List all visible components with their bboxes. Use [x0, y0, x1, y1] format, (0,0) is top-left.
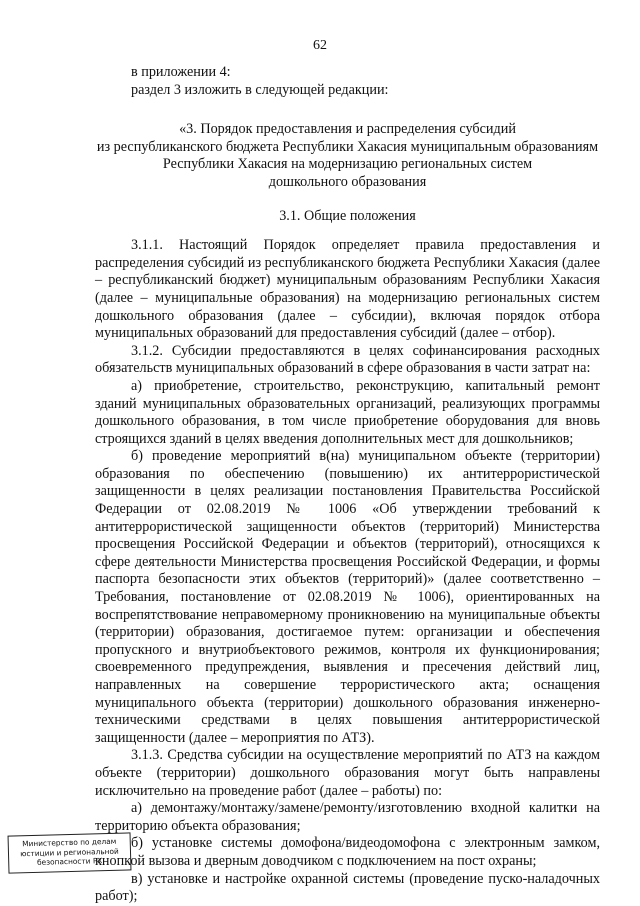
paragraph-3-1-3-a: а) демонтажу/монтажу/замене/ремонту/изготовлению входной калитки на территорию объекта образования;: [95, 800, 600, 834]
intro-line-2: раздел 3 изложить в следующей редакции:: [131, 81, 389, 98]
stamp-line-3: безопасности РХ: [36, 856, 103, 867]
paragraph-3-1-2-b: б) проведение мероприятий в(на) муниципальном объекте (территории) образования по обеспечению (повышению) их антитеррористической защищенности в целях реализации постановления Правительства Российской Федерации от 02.08.2019 № 1006 «Об утверждении требований к антитеррористической защищенности объектов (территорий) Министерства просвещения Российской Федерации и объектов (территорий), относящихся к сфере деятельности Министерства просвещения Российской Федерации, и формы паспорта безопасности этих объектов (территорий)» (далее соответственно – Требования, постановление от 02.08.2019 № 1006), ориентированных на воспрепятствование неправомерному проникновению на муниципальные объекты (территории) образования, достигаемое путем: организации и обеспечения пропускного и внутриобъектового режимов, контроля их функционирования; своевременного предупреждения, выявления и пресечения действий лиц, направленных на совершение террористического акта; оснащения муниципального объекта (территории) дошкольного образования инженерно-техническими средствами в целях повышения антитеррористической защищенности (далее – мероприятия по АТЗ).: [95, 448, 600, 746]
section-heading-line-2: из республиканского бюджета Республики Хакасия муниципальным образованиям: [96, 138, 599, 155]
paragraph-3-1-1: 3.1.1. Настоящий Порядок определяет правила предоставления и распределения субсидий из республиканского бюджета Республики Хакасия (далее – республиканский бюджет) муниципальным образованиям Республики Хакасия (далее – муниципальные образования) на модернизацию региональных систем дошкольного образования (далее – субсидии), включая порядок отбора муниципальных образований для предоставления субсидий (далее – отбор).: [95, 237, 600, 342]
section-heading-line-1: «3. Порядок предоставления и распределения субсидий: [179, 121, 516, 138]
paragraph-3-1-3-c: в) установке и настройке охранной системы (проведение пуско-наладочных работ);: [95, 870, 600, 905]
paragraph-3-1-2-a: а) приобретение, строительство, реконструкцию, капитальный ремонт зданий муниципальных образовательных организаций, реализующих программы дошкольного образования, в том числе приобретение оборудования для вновь строящихся зданий в целях введения дополнительных мест для дошкольников;: [95, 377, 600, 447]
stamp-line-2: юстиции и региональной: [20, 846, 119, 858]
subsection-heading: 3.1. Общие положения: [279, 207, 416, 224]
intro-line-1: в приложении 4:: [131, 64, 231, 80]
page-number: 62: [313, 38, 327, 53]
section-heading-line-4: дошкольного образования: [268, 173, 427, 190]
section-heading-line-3: Республики Хакасия на модернизацию региональных систем: [162, 156, 533, 173]
paragraph-3-1-3: 3.1.3. Средства субсидии на осуществление мероприятий по АТЗ на каждом объекте (территории) дошкольного образования могут быть направлены исключительно на проведение работ (далее – работы) по:: [95, 747, 600, 799]
stamp-line-1: Министерство по делам: [22, 836, 117, 849]
ministry-stamp: [8, 832, 132, 873]
paragraph-3-1-3-b: б) установке системы домофона/видеодомофона с электронным замком, кнопкой вызова и дверным доводчиком с подключением на пост охраны;: [95, 835, 600, 869]
paragraph-3-1-2: 3.1.2. Субсидии предоставляются в целях софинансирования расходных обязательств муниципальных образований в сфере образования в части затрат на:: [95, 342, 600, 377]
document-body: [95, 64, 600, 906]
section-heading: [95, 121, 600, 191]
